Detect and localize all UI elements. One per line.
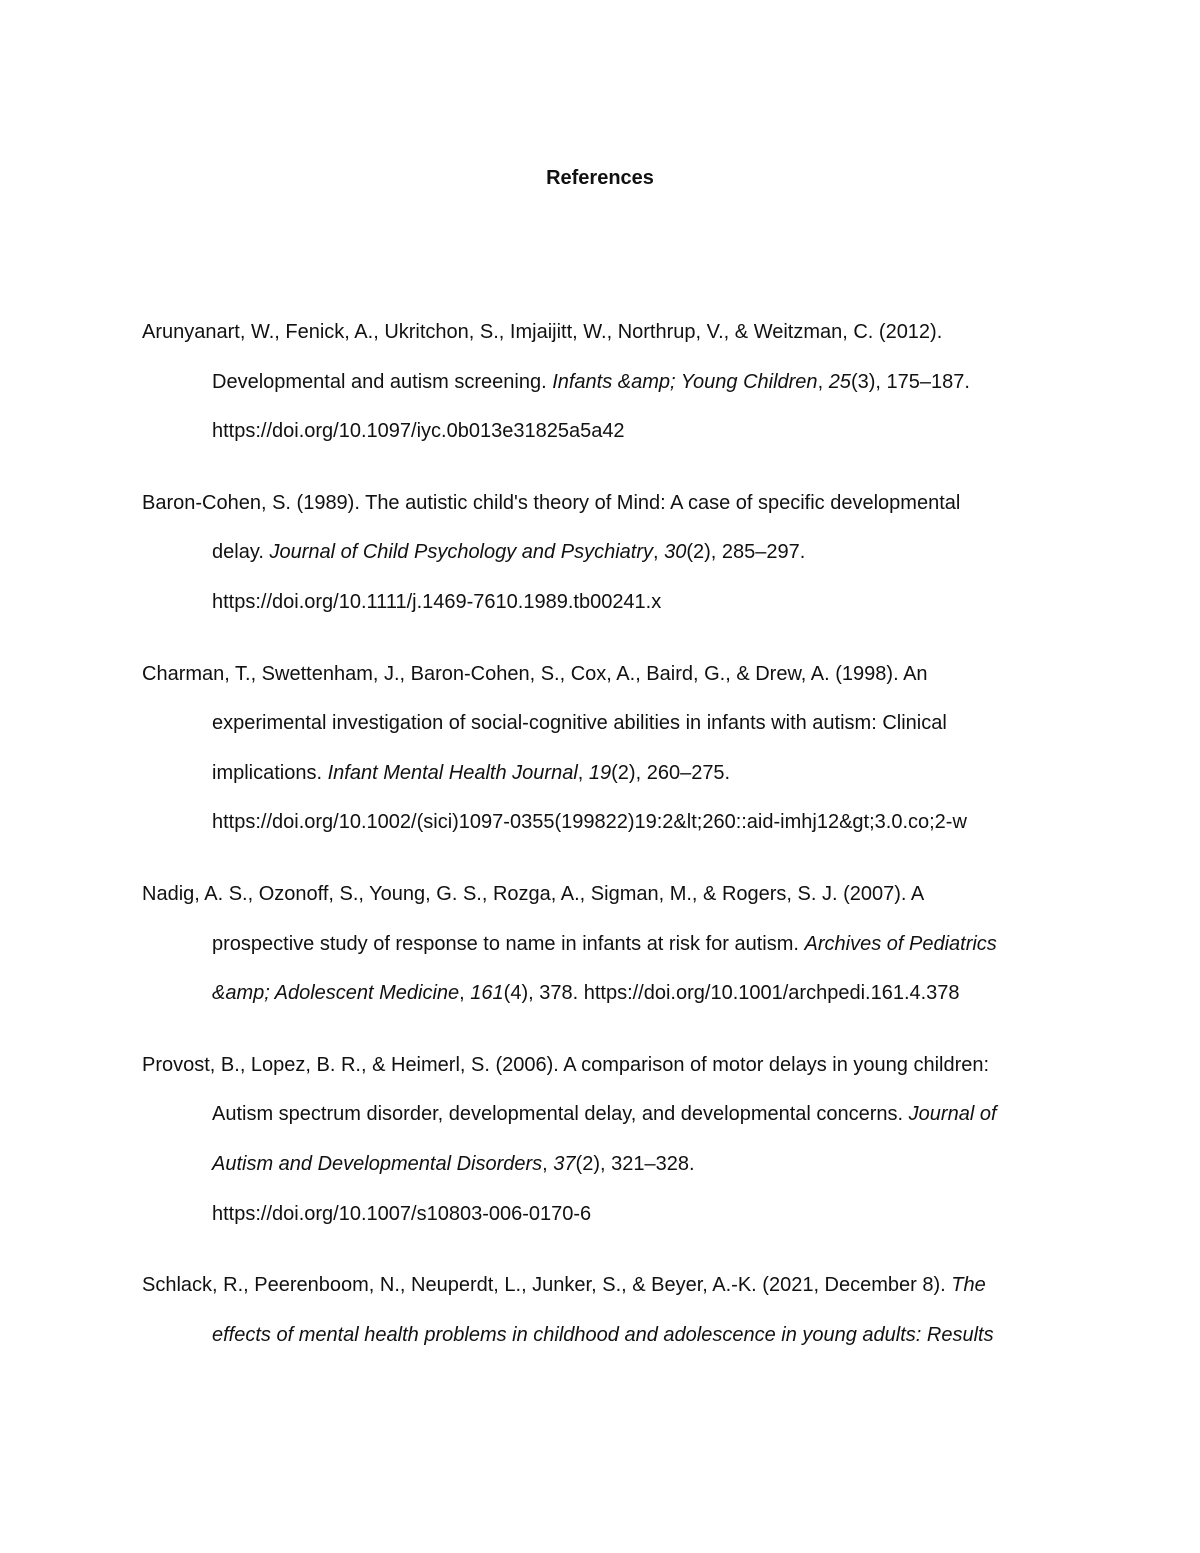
reference-text: implications.: [212, 761, 328, 784]
reference-entry: [142, 870, 1062, 1019]
reference-italic-text: The: [951, 1274, 986, 1297]
page-title: References: [546, 167, 654, 189]
reference-italic-text: Infant Mental Health Journal: [327, 761, 578, 784]
reference-line: [142, 1140, 1062, 1190]
reference-line: [142, 969, 1062, 1019]
reference-line: [142, 650, 1062, 700]
reference-italic-text: Journal of Child Psychology and Psychiatry: [269, 541, 653, 564]
reference-italic-text: Archives of Pediatrics: [804, 932, 997, 955]
reference-line: [142, 407, 1062, 457]
reference-text: ,: [652, 541, 665, 564]
reference-italic-text: &amp; Adolescent Medicine: [212, 982, 460, 1005]
reference-text: (2), 321–328.: [575, 1152, 695, 1175]
reference-line: [142, 1041, 1062, 1091]
reference-line: [142, 358, 1062, 408]
reference-line: [142, 1190, 1062, 1240]
reference-text: https://doi.org/10.1097/iyc.0b013e31825a5a42: [212, 420, 625, 443]
reference-text: (4), 378. https://doi.org/10.1001/archpedi.161.4.378: [503, 982, 960, 1005]
reference-italic-text: Autism and Developmental Disorders: [212, 1152, 543, 1175]
reference-line: [142, 749, 1062, 799]
reference-italic-text: 37: [553, 1152, 576, 1175]
reference-line: [142, 578, 1062, 628]
reference-line: [142, 870, 1062, 920]
reference-line: [142, 798, 1062, 848]
reference-line: [142, 528, 1062, 578]
reference-text: https://doi.org/10.1007/s10803-006-0170-6: [212, 1202, 592, 1225]
reference-text: Provost, B., Lopez, B. R., & Heimerl, S. (2006). A comparison of motor delays in young children:: [142, 1053, 990, 1076]
reference-text: https://doi.org/10.1111/j.1469-7610.1989.tb00241.x: [212, 590, 662, 613]
reference-text: Schlack, R., Peerenboom, N., Neuperdt, L., Junker, S., & Beyer, A.-K. (2021, December 8).: [142, 1274, 952, 1297]
reference-line: [142, 1311, 1062, 1361]
reference-text: experimental investigation of social-cognitive abilities in infants with autism: Clinical: [212, 712, 947, 735]
reference-text: Arunyanart, W., Fenick, A., Ukritchon, S., Imjaijitt, W., Northrup, V., & Weitzman, C. (2012).: [142, 321, 943, 343]
reference-italic-text: effects of mental health problems in childhood and adolescence in young adults: Results: [212, 1323, 994, 1346]
reference-text: Baron-Cohen, S. (1989). The autistic child's theory of Mind: A case of specific developmental: [142, 491, 961, 514]
reference-entry: [142, 308, 1062, 457]
reference-line: [142, 1261, 1062, 1311]
reference-line: [142, 308, 1062, 358]
reference-line: [142, 699, 1062, 749]
reference-italic-text: Infants &amp; Young Children: [552, 370, 818, 393]
reference-italic-text: 161: [470, 982, 504, 1005]
reference-italic-text: Journal of: [908, 1103, 997, 1126]
reference-line: [142, 1090, 1062, 1140]
reference-entry: [142, 1041, 1062, 1239]
reference-text: Developmental and autism screening.: [212, 370, 553, 393]
reference-text: ,: [817, 370, 829, 393]
reference-text: (2), 260–275.: [611, 761, 731, 784]
reference-text: Nadig, A. S., Ozonoff, S., Young, G. S., Rozga, A., Sigman, M., & Rogers, S. J. (2007). A: [142, 882, 925, 905]
reference-text: ,: [542, 1152, 554, 1175]
reference-text: https://doi.org/10.1002/(sici)1097-0355(199822)19:2&lt;260::aid-imhj12&gt;3.0.co;2-w: [212, 811, 967, 834]
reference-text: Charman, T., Swettenham, J., Baron-Cohen, S., Cox, A., Baird, G., & Drew, A. (1998). An: [142, 662, 928, 685]
reference-text: (3), 175–187.: [850, 370, 970, 393]
reference-italic-text: 30: [664, 541, 687, 564]
reference-text: ,: [459, 982, 471, 1005]
reference-text: (2), 285–297.: [686, 541, 806, 564]
reference-line: [142, 479, 1062, 529]
reference-text: prospective study of response to name in infants at risk for autism.: [212, 932, 805, 955]
reference-text: Autism spectrum disorder, developmental delay, and developmental concerns.: [212, 1103, 909, 1126]
reference-italic-text: 25: [828, 370, 851, 393]
reference-entry: [142, 479, 1062, 628]
reference-italic-text: 19: [588, 761, 612, 784]
reference-text: delay.: [212, 541, 270, 564]
reference-text: ,: [577, 761, 589, 784]
reference-entry: [142, 1261, 1062, 1360]
reference-list: [142, 308, 1062, 1382]
reference-line: [142, 920, 1062, 970]
reference-entry: [142, 650, 1062, 848]
